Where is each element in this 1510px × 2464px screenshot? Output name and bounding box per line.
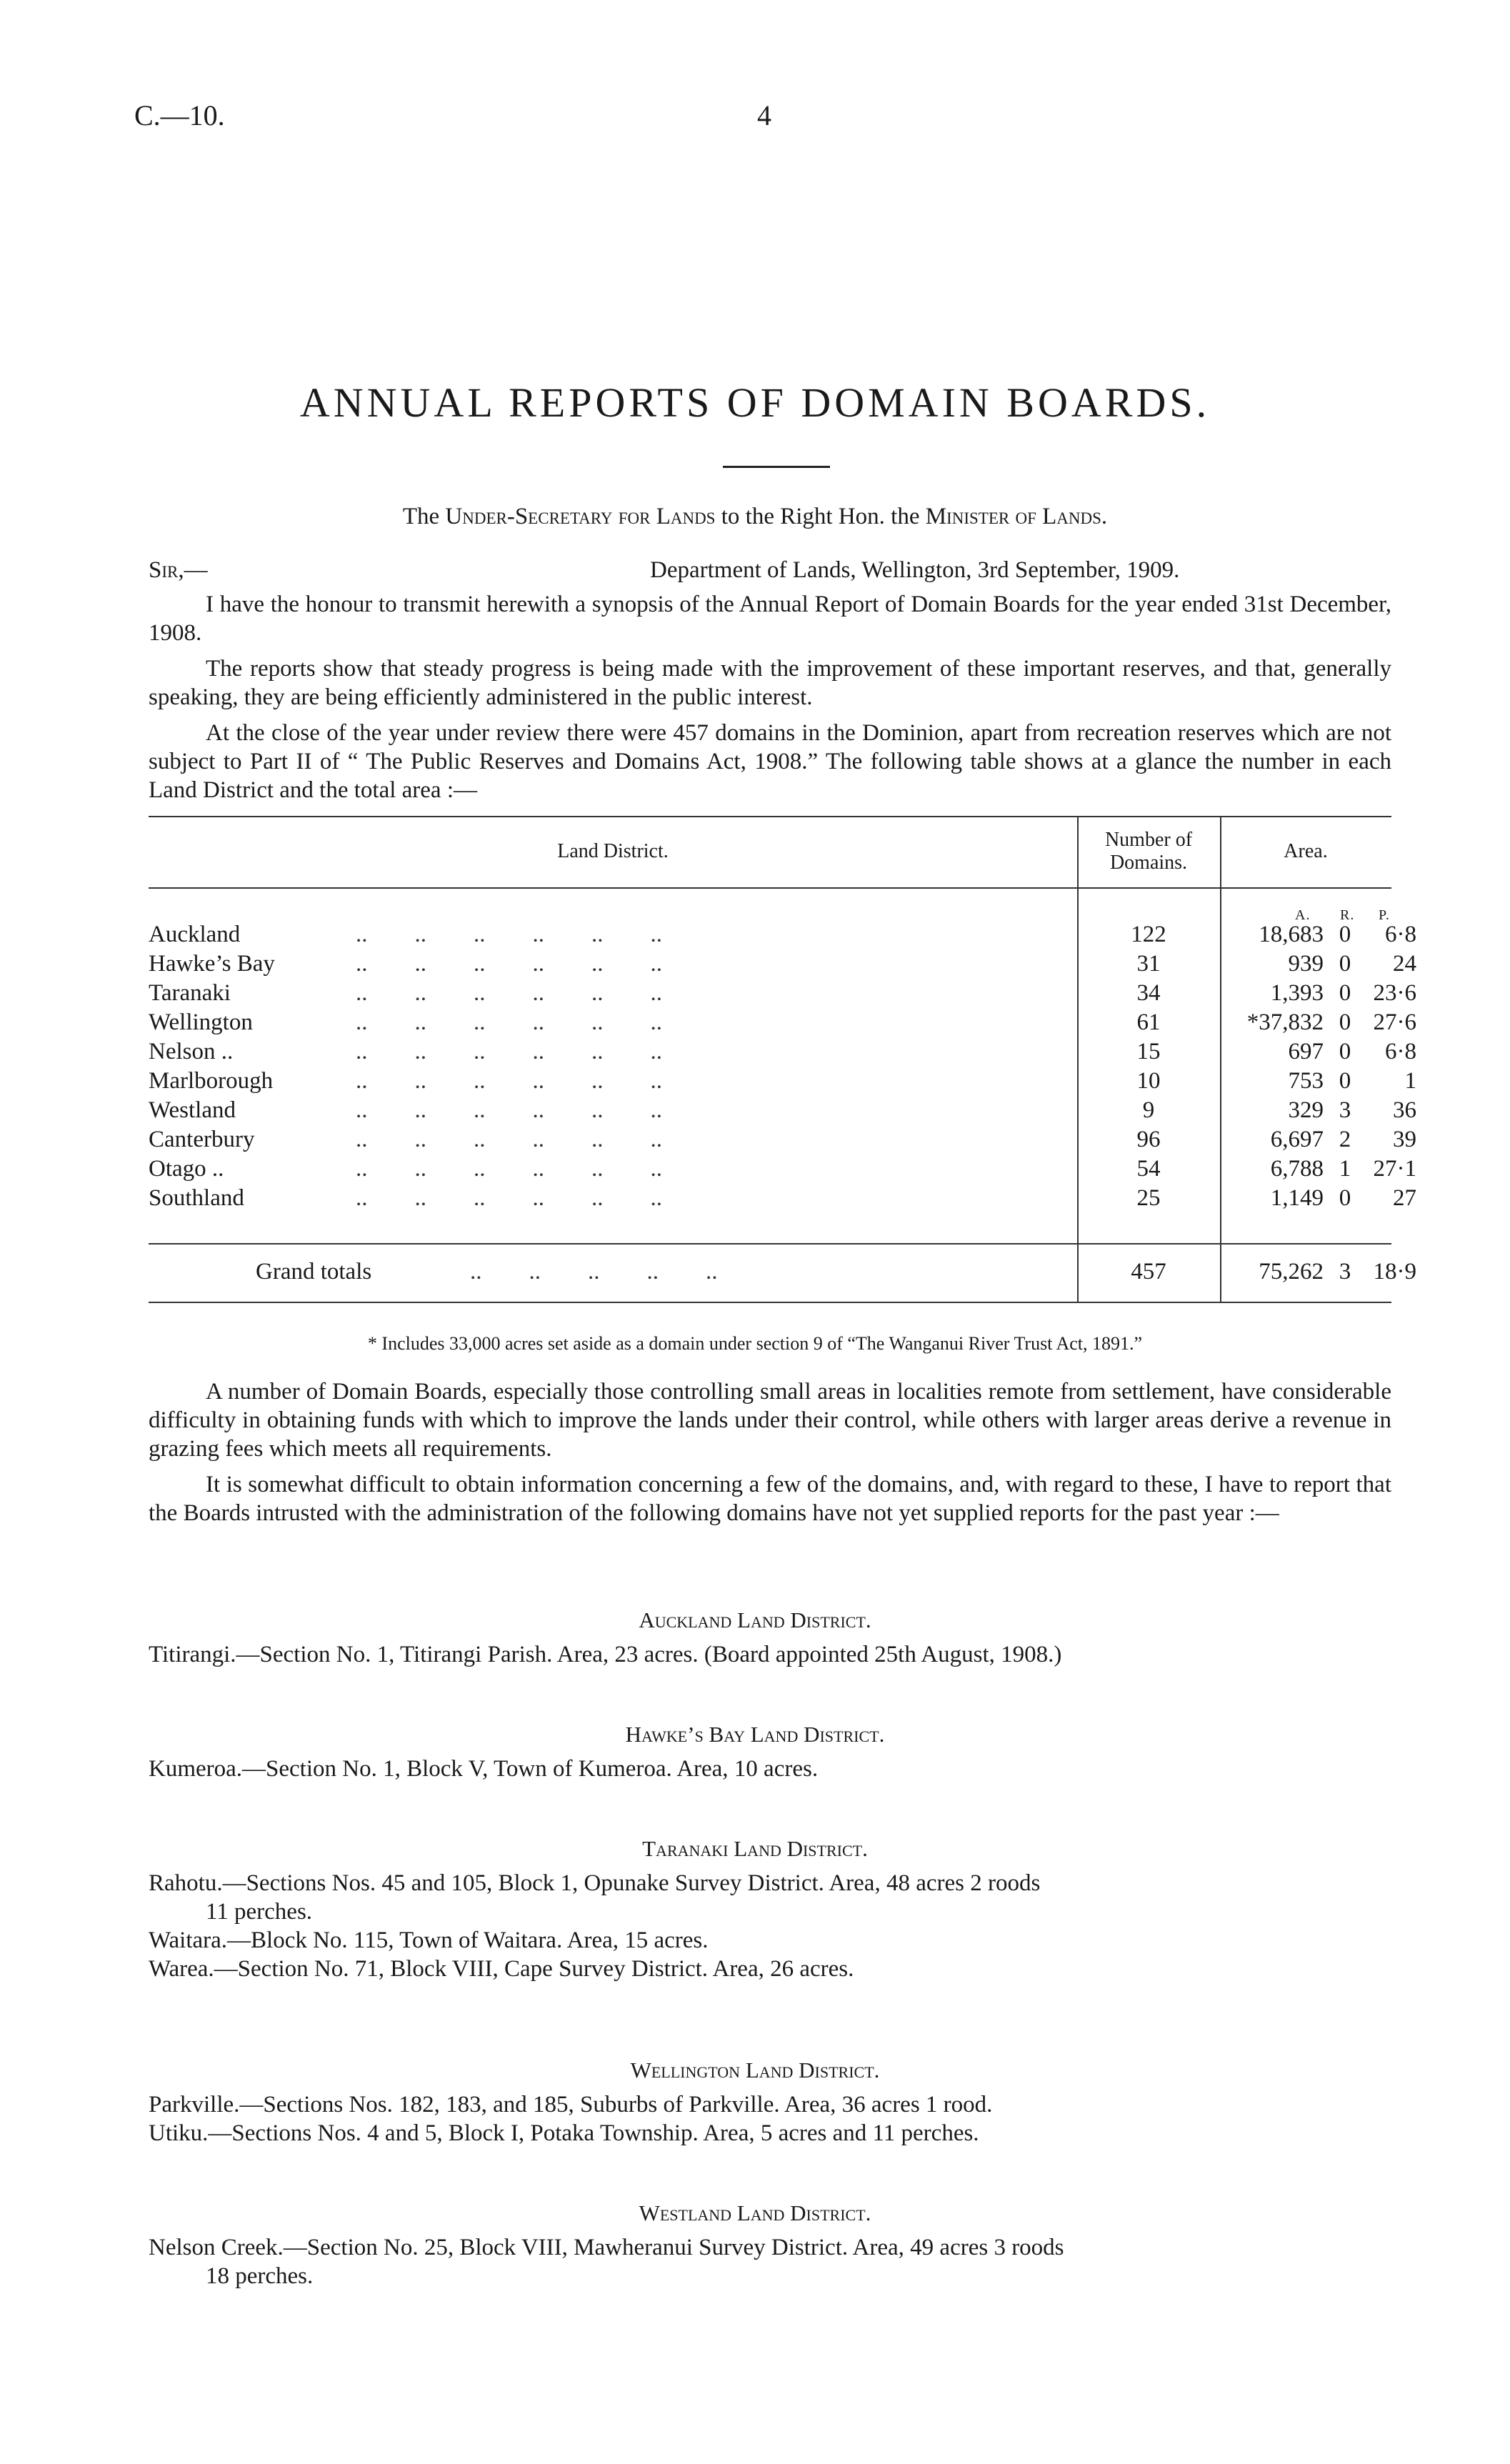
- leader-dots: .. .. .. .. .. ..: [356, 1156, 662, 1182]
- paragraph: At the close of the year under review there were 457 domains in the Dominion, apart from recreation reserves which are not subject to Part II of “ The Public Reserves and Domains Act, 1908.” The following table shows at a glance the number in each Land District and the total area :—: [149, 720, 1391, 803]
- entry-text: Nelson Creek.—Section No. 25, Block VIII, Mawheranui Survey District. Area, 49 acres 3 roods: [149, 2235, 1064, 2260]
- cell-acres: 75,262: [1259, 1259, 1324, 1285]
- district-heading-wellington: Wellington Land District.: [630, 2058, 880, 2083]
- entry-text: Rahotu.—Sections Nos. 45 and 105, Block 1, Opunake Survey District. Area, 48 acres 2 roods: [149, 1870, 1041, 1896]
- cell-acres: 697: [1288, 1039, 1324, 1064]
- unit-perches: P.: [1379, 907, 1390, 923]
- cell-district: Hawke’s Bay: [149, 951, 275, 977]
- district-heading-hawkes-bay: Hawke’s Bay Land District.: [625, 1722, 885, 1747]
- table-row: [149, 1127, 1416, 1156]
- domain-entry: [149, 1640, 1391, 1669]
- cell-perches: 6·8: [1385, 1039, 1416, 1064]
- cell-district: Wellington: [149, 1009, 253, 1035]
- domains-table: [149, 816, 1416, 1317]
- domain-entry: [149, 1755, 1391, 1783]
- page-number: 4: [757, 99, 771, 131]
- cell-roods: 0: [1339, 922, 1351, 947]
- cell-number: 457: [1131, 1259, 1166, 1285]
- entry-text: Utiku.—Sections Nos. 4 and 5, Block I, Potaka Township. Area, 5 acres and 11 perches.: [149, 2120, 979, 2146]
- cell-roods: 0: [1339, 980, 1351, 1006]
- table-row: [149, 922, 1416, 951]
- cell-number: 10: [1136, 1068, 1161, 1094]
- cell-acres: 1,149: [1270, 1185, 1324, 1211]
- entry-text: Kumeroa.—Section No. 1, Block V, Town of Kumeroa. Area, 10 acres.: [149, 1756, 819, 1782]
- leader-dots: .. .. .. .. .. ..: [356, 1127, 662, 1152]
- table-footnote: * Includes 33,000 acres set aside as a domain under section 9 of “The Wanganui River Trust Act, 1891.”: [367, 1333, 1143, 1354]
- leader-dots: .. .. .. .. .. ..: [356, 980, 662, 1006]
- cell-district: Southland: [149, 1185, 244, 1211]
- district-heading-westland: Westland Land District.: [639, 2200, 871, 2225]
- cell-number: 96: [1136, 1127, 1161, 1152]
- leader-dots: .. .. .. .. .. ..: [356, 922, 662, 947]
- leader-dots: .. .. .. .. .. ..: [356, 1039, 662, 1064]
- cell-perches: 1: [1404, 1068, 1416, 1094]
- header-land-district: Land District.: [557, 840, 669, 862]
- address-line: [0, 504, 1510, 530]
- cell-number: 31: [1136, 951, 1161, 977]
- table-totals-rule: [149, 1243, 1391, 1245]
- intro-paragraphs: [149, 590, 1391, 809]
- cell-acres: 6,697: [1270, 1127, 1324, 1152]
- cell-perches: 18·9: [1373, 1259, 1416, 1285]
- entry-continuation: 18 perches.: [206, 2263, 314, 2289]
- cell-district: Canterbury: [149, 1127, 255, 1152]
- cell-roods: 0: [1339, 1185, 1351, 1211]
- address-to-prefix: to the Right Hon. the: [721, 504, 920, 529]
- cell-district: Auckland: [149, 922, 241, 947]
- table-row: [149, 1185, 1416, 1214]
- cell-acres: 753: [1288, 1068, 1324, 1094]
- document-reference: C.—10.: [134, 99, 225, 131]
- leader-dots: .. .. .. .. .. ..: [356, 1185, 662, 1211]
- unit-acres: A.: [1295, 907, 1311, 923]
- cell-district: Marlborough: [149, 1068, 274, 1094]
- leader-dots: .. .. .. .. ..: [470, 1259, 718, 1285]
- cell-perches: 36: [1393, 1097, 1416, 1123]
- domain-entry: [149, 2090, 1391, 2148]
- address-from: Under-Secretary for Lands: [445, 504, 716, 529]
- district-heading-auckland: Auckland Land District.: [639, 1607, 871, 1632]
- table-bottom-rule: [149, 1302, 1391, 1303]
- table-row: [149, 1039, 1416, 1068]
- paragraph: A number of Domain Boards, especially those controlling small areas in localities remote from settlement, have considerable difficulty in obtaining funds with which to improve the lands under their control, while others with larger areas derive a revenue in grazing fees which meets all requirements.: [149, 1379, 1391, 1462]
- table-row: [149, 951, 1416, 980]
- table-totals-row: [149, 1259, 1416, 1288]
- page-title: ANNUAL REPORTS OF DOMAIN BOARDS.: [299, 379, 1211, 426]
- leader-dots: .. .. .. .. .. ..: [356, 1068, 662, 1094]
- entry-text: Waitara.—Block No. 115, Town of Waitara. Area, 15 acres.: [149, 1927, 709, 1953]
- entry-continuation: 11 perches.: [206, 1899, 313, 1925]
- cell-roods: 0: [1339, 951, 1351, 977]
- address-to: Minister of Lands: [925, 504, 1101, 529]
- table-header-rule: [149, 887, 1391, 889]
- table-row: [149, 1009, 1416, 1039]
- entry-text: Warea.—Section No. 71, Block VIII, Cape Survey District. Area, 26 acres.: [149, 1956, 854, 1982]
- cell-acres: 1,393: [1270, 980, 1324, 1006]
- cell-acres: 6,788: [1270, 1156, 1324, 1182]
- paragraph: It is somewhat difficult to obtain information concerning a few of the domains, and, with regard to these, I have to report that the Boards intrusted with the administration of the following domains have not yet supplied reports for the past year :—: [149, 1472, 1391, 1526]
- cell-district: Nelson ..: [149, 1039, 234, 1064]
- cell-roods: 0: [1339, 1068, 1351, 1094]
- cell-roods: 0: [1339, 1039, 1351, 1064]
- cell-perches: 27: [1393, 1185, 1416, 1211]
- header-area: Area.: [1284, 840, 1328, 862]
- cell-acres: 939: [1288, 951, 1324, 977]
- cell-totals-label: Grand totals: [256, 1259, 372, 1285]
- cell-number: 61: [1136, 1009, 1161, 1035]
- cell-number: 34: [1136, 980, 1161, 1006]
- cell-acres: 329: [1288, 1097, 1324, 1123]
- entry-text: Titirangi.—Section No. 1, Titirangi Parish. Area, 23 acres. (Board appointed 25th August, 1908.): [149, 1642, 1062, 1667]
- cell-number: 25: [1136, 1185, 1161, 1211]
- address-the: The: [402, 504, 440, 529]
- cell-perches: 24: [1393, 951, 1416, 977]
- salutation: Sir,—: [149, 557, 208, 583]
- cell-district: Taranaki: [149, 980, 231, 1006]
- entry-text: Parkville.—Sections Nos. 182, 183, and 185, Suburbs of Parkville. Area, 36 acres 1 rood.: [149, 2092, 993, 2118]
- cell-roods: 0: [1339, 1009, 1351, 1035]
- cell-perches: 39: [1393, 1127, 1416, 1152]
- cell-district: Otago ..: [149, 1156, 224, 1182]
- cell-perches: 27·6: [1373, 1009, 1416, 1035]
- district-heading-taranaki: Taranaki Land District.: [642, 1836, 868, 1861]
- table-row: [149, 980, 1416, 1009]
- domain-entry: [149, 2233, 1391, 2290]
- cell-acres: *37,832: [1246, 1009, 1324, 1035]
- unit-roods: R.: [1340, 907, 1355, 923]
- paragraph: The reports show that steady progress is being made with the improvement of these important reserves, and that, generally speaking, they are being efficiently administered in the public interest.: [149, 656, 1391, 710]
- cell-number: 54: [1136, 1156, 1161, 1182]
- header-number-of-domains: Number of Domains.: [1104, 829, 1193, 874]
- table-row: [149, 1156, 1416, 1185]
- leader-dots: .. .. .. .. .. ..: [356, 1097, 662, 1123]
- body-paragraphs: [149, 1377, 1391, 1532]
- leader-dots: .. .. .. .. .. ..: [356, 1009, 662, 1035]
- cell-acres: 18,683: [1259, 922, 1324, 947]
- table-row: [149, 1068, 1416, 1097]
- leader-dots: .. .. .. .. .. ..: [356, 951, 662, 977]
- page-header: [0, 99, 1510, 141]
- cell-district: Westland: [149, 1097, 236, 1123]
- cell-perches: 6·8: [1385, 922, 1416, 947]
- paragraph: I have the honour to transmit herewith a synopsis of the Annual Report of Domain Boards for the year ended 31st December, 1908.: [149, 592, 1391, 646]
- address-full-stop: .: [1101, 504, 1108, 529]
- cell-perches: 23·6: [1373, 980, 1416, 1006]
- dateline: Department of Lands, Wellington, 3rd September, 1909.: [650, 557, 1180, 583]
- cell-perches: 27·1: [1373, 1156, 1416, 1182]
- cell-roods: 3: [1339, 1097, 1351, 1123]
- cell-number: 122: [1131, 922, 1166, 947]
- cell-number: 15: [1136, 1039, 1161, 1064]
- cell-roods: 1: [1339, 1156, 1351, 1182]
- cell-roods: 2: [1339, 1127, 1351, 1152]
- table-row: [149, 1097, 1416, 1127]
- title-rule: [723, 466, 830, 468]
- domain-entry: [149, 1869, 1391, 1983]
- cell-roods: 3: [1339, 1259, 1351, 1285]
- table-top-rule: [149, 816, 1391, 817]
- cell-number: 9: [1142, 1097, 1155, 1123]
